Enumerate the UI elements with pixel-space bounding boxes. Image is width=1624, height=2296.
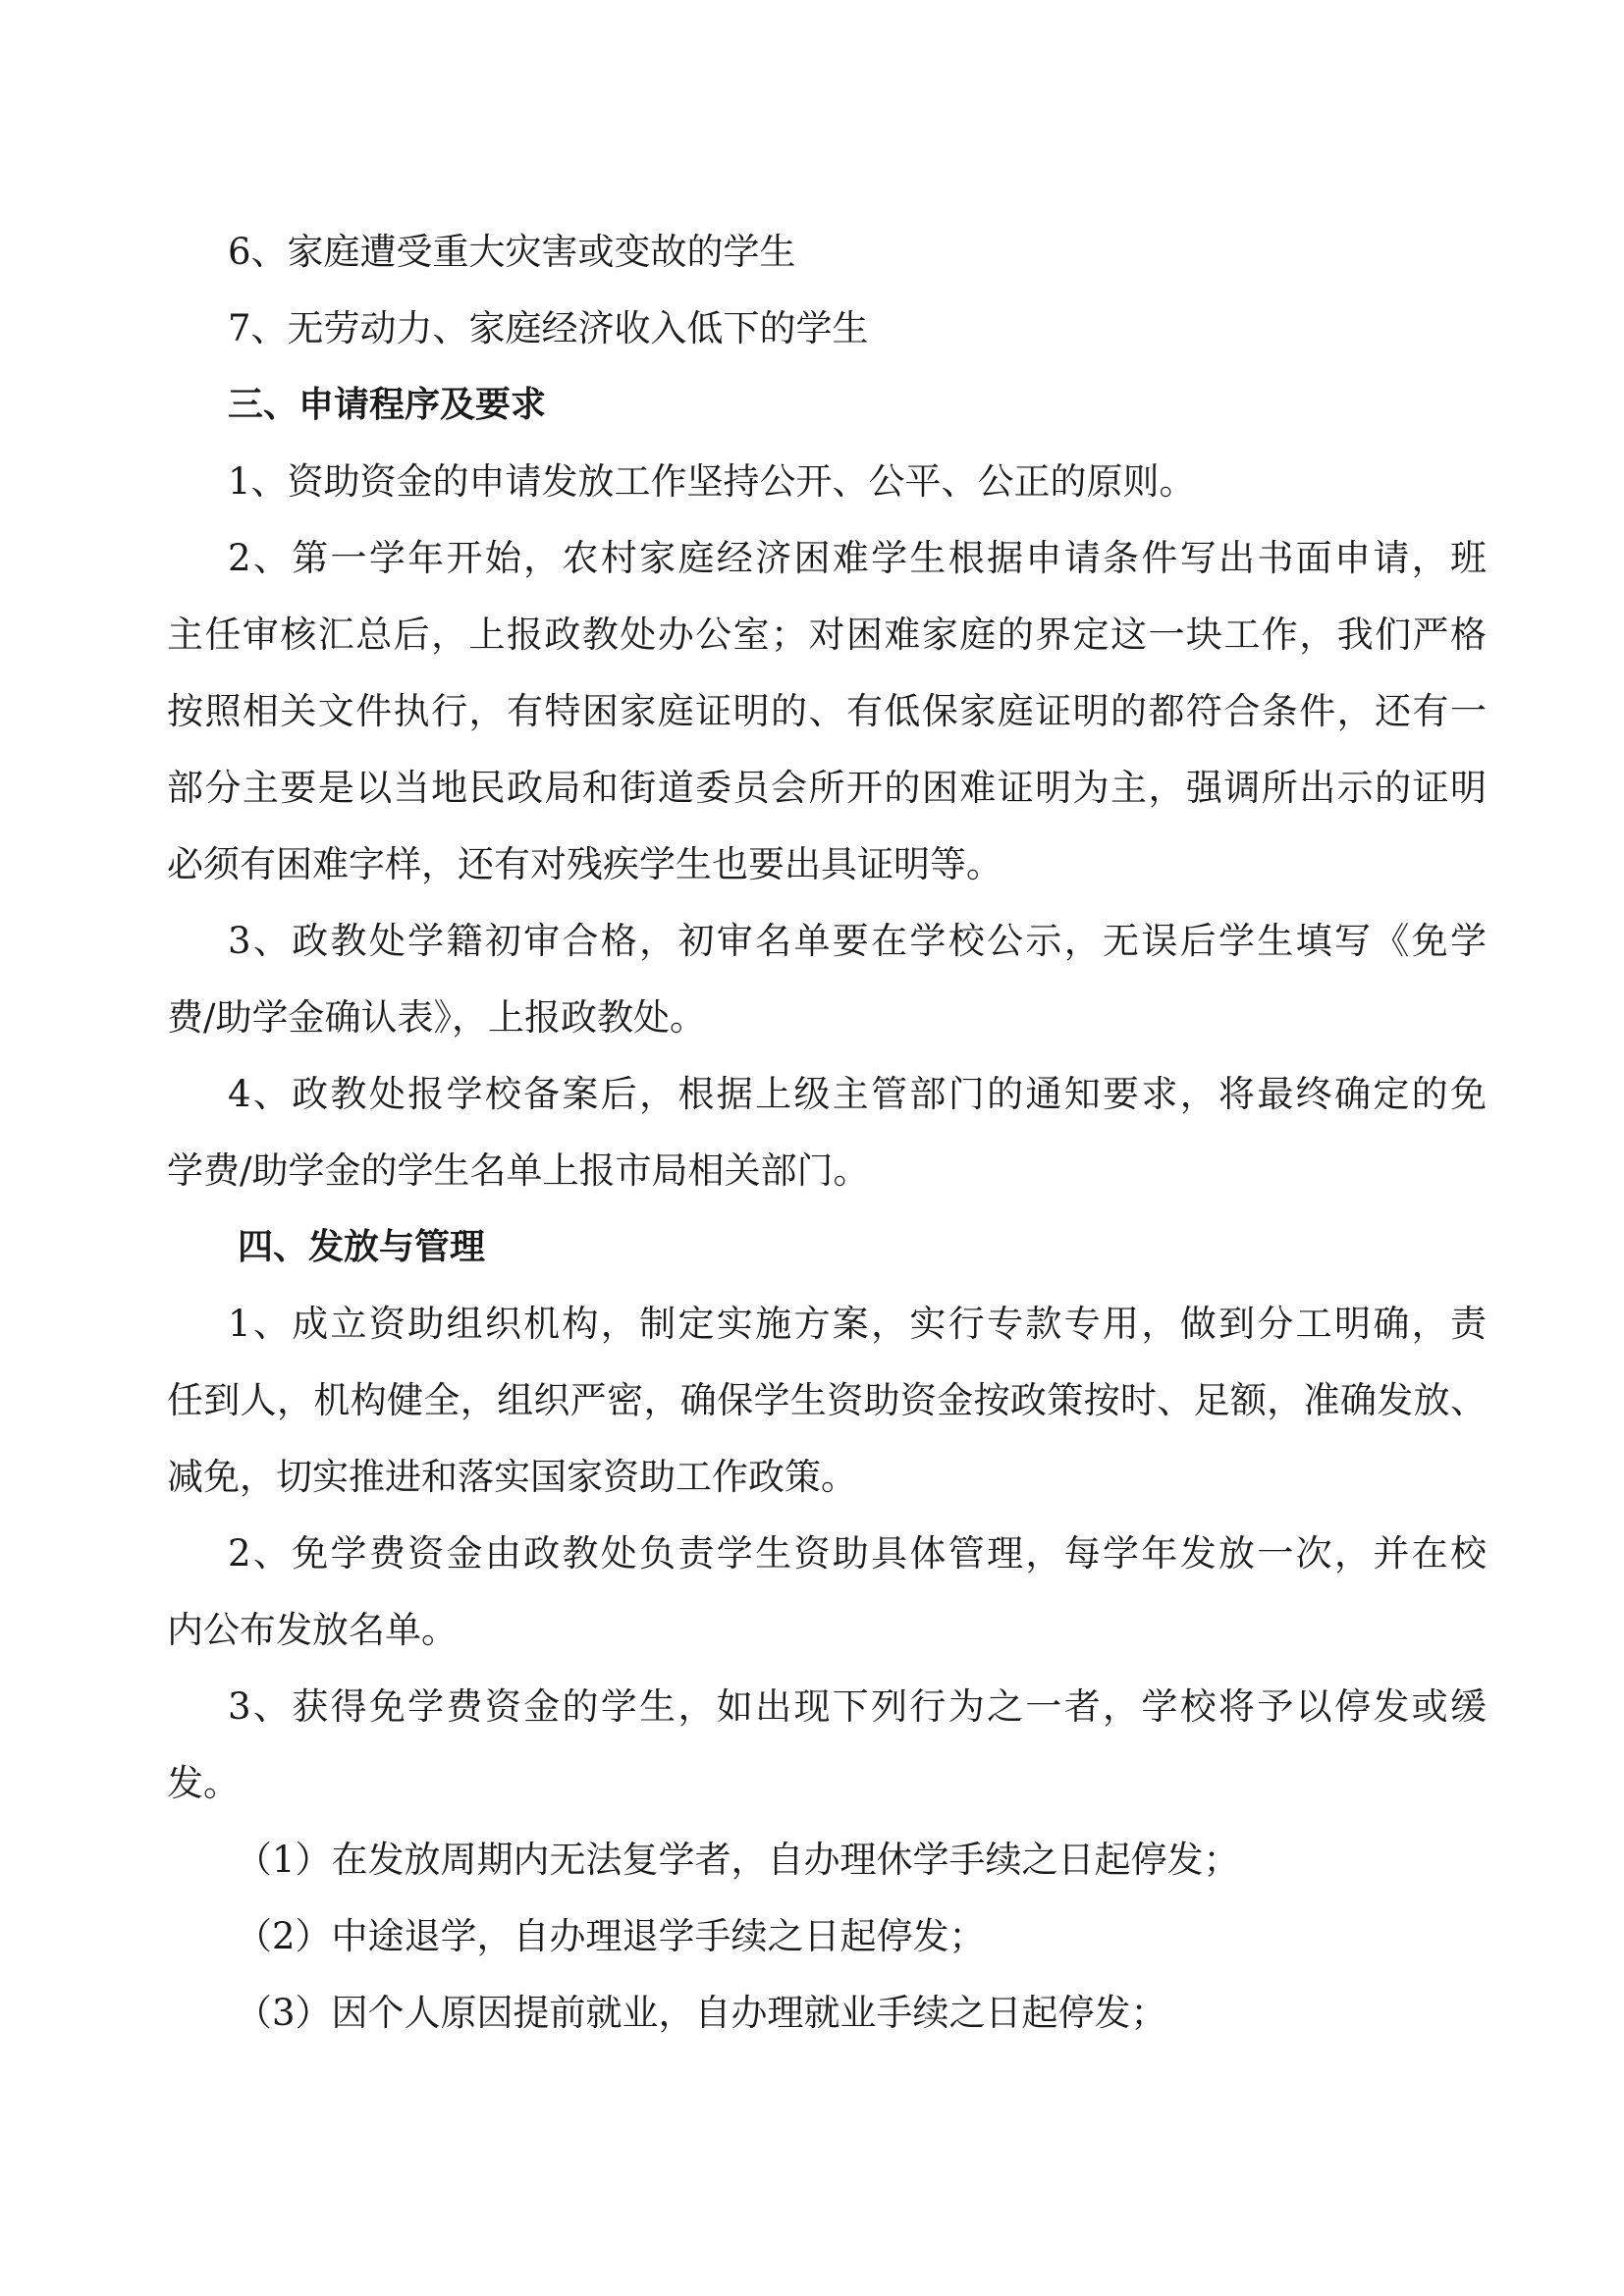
text-line: 2、第一学年开始，农村家庭经济困难学生根据申请条件写出书面申请，班 (228, 537, 1487, 579)
text-line: 1、成立资助组织机构，制定实施方案，实行专款专用，做到分工明确，责 (228, 1303, 1487, 1345)
text-line: 1、资助资金的申请发放工作坚持公开、公平、公正的原则。 (228, 460, 1196, 503)
text-line: 2、免学费资金由政教处负责学生资助具体管理，每学年发放一次，并在校 (228, 1532, 1487, 1575)
section-heading: 三、申请程序及要求 (228, 385, 547, 425)
list-item: （2）中途退学，自办理退学手续之日起停发； (236, 1915, 986, 1957)
text-line: 内公布发放名单。 (167, 1609, 458, 1651)
text-line: 费/助学金确认表》，上报政教处。 (167, 996, 706, 1039)
text-line: 7、无劳动力、家庭经济收入低下的学生 (228, 307, 869, 349)
text-line: 减免，切实推进和落实国家资助工作政策。 (167, 1456, 857, 1498)
text-line: 3、获得免学费资金的学生，如出现下列行为之一者，学校将予以停发或缓 (228, 1685, 1487, 1728)
section-heading: 四、发放与管理 (238, 1227, 486, 1267)
text-line: 发。 (167, 1762, 240, 1804)
text-line: 主任审核汇总后，上报政教处办公室；对困难家庭的界定这一块工作，我们严格 (167, 614, 1487, 656)
text-line: 任到人，机构健全，组织严密，确保学生资助资金按政策按时、足额，准确发放、 (167, 1379, 1487, 1421)
text-line: 部分主要是以当地民政局和街道委员会所开的困难证明为主，强调所出示的证明 (167, 767, 1487, 809)
list-item: （1）在发放周期内无法复学者，自办理休学手续之日起停发； (236, 1839, 1240, 1881)
list-item: （3）因个人原因提前就业，自办理就业手续之日起停发； (236, 1992, 1167, 2034)
text-line: 6、家庭遭受重大灾害或变故的学生 (228, 231, 796, 273)
text-line: 3、政教处学籍初审合格，初审名单要在学校公示，无误后学生填写《免学 (228, 920, 1487, 962)
text-line: 必须有困难字样，还有对残疾学生也要出具证明等。 (167, 843, 1002, 885)
text-line: 按照相关文件执行，有特困家庭证明的、有低保家庭证明的都符合条件，还有一 (167, 690, 1487, 732)
text-line: 4、政教处报学校备案后，根据上级主管部门的通知要求，将最终确定的免 (228, 1073, 1487, 1115)
document-body (167, 214, 1487, 2052)
text-line: 学费/助学金的学生名单上报市局相关部门。 (167, 1149, 870, 1192)
